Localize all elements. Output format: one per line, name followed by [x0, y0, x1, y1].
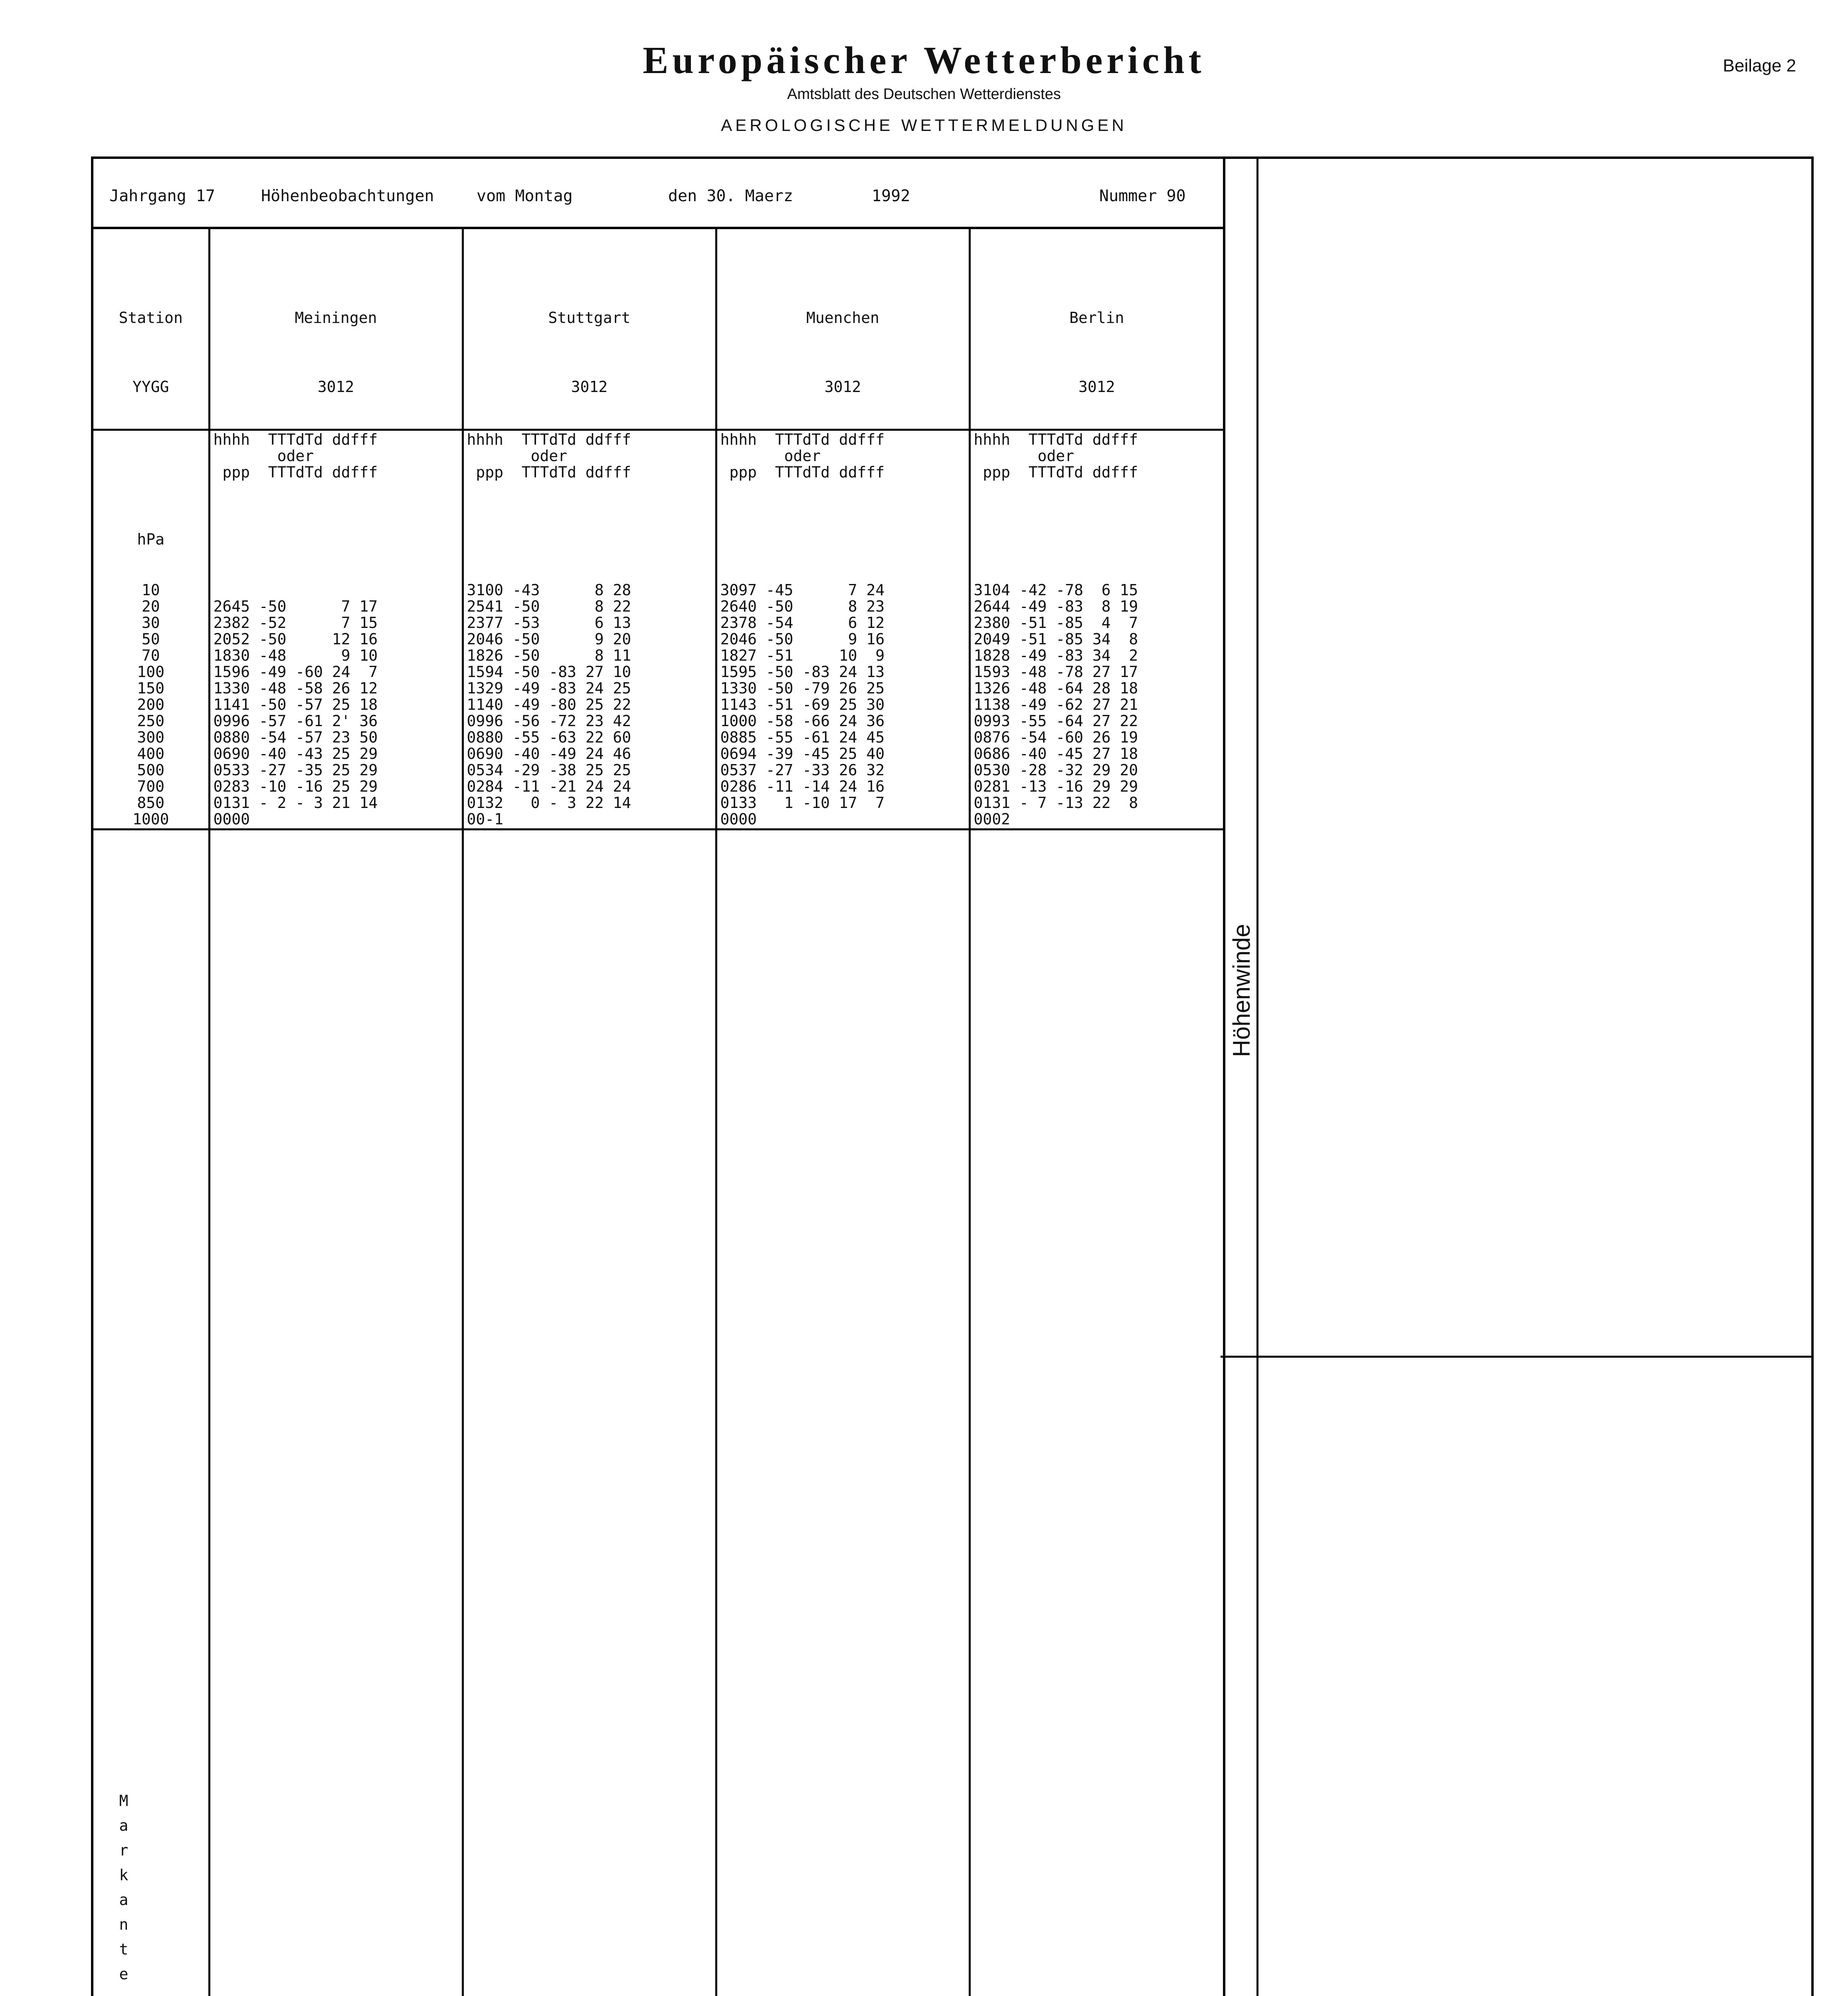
- level-row: 0690 -40 -43 25 29: [213, 745, 378, 762]
- level-row: 2049 -51 -85 34 8: [973, 630, 1138, 648]
- col-head: ppp TTTdTd ddfff: [467, 463, 631, 481]
- level-row: 0132 0 - 3 22 14: [467, 794, 631, 812]
- level-row: 0284 -11 -21 24 24: [467, 778, 631, 795]
- col-head: ppp TTTdTd ddfff: [720, 463, 885, 481]
- col-head: ppp TTTdTd ddfff: [213, 463, 378, 481]
- level-row: 0880 -55 -63 22 60: [467, 729, 631, 746]
- level-row: 0000: [720, 810, 757, 828]
- level-row: 0537 -27 -33 26 32: [720, 761, 885, 779]
- level-row: 1141 -50 -57 25 18: [213, 696, 378, 713]
- level-row: 2645 -50 7 17: [213, 598, 378, 615]
- station-row: [93, 229, 1223, 430]
- pressure-level: 70: [141, 647, 160, 664]
- station-name: Meiningen: [295, 309, 377, 327]
- issue-number: Nummer 90: [1099, 187, 1186, 205]
- markante-punkte-label: M a r k a n t e: [119, 1792, 129, 1983]
- pressure-level: 850: [137, 794, 165, 812]
- level-row: 0133 1 -10 17 7: [720, 794, 885, 812]
- level-row: 3104 -42 -78 6 15: [973, 581, 1138, 599]
- pressure-level: 250: [137, 712, 165, 730]
- station-data: [970, 581, 1223, 830]
- col-head: hhhh TTTdTd ddfff: [973, 431, 1138, 448]
- level-row: 1143 -51 -69 25 30: [720, 696, 885, 713]
- level-row: 0690 -40 -49 24 46: [467, 745, 631, 762]
- col-head: oder: [467, 447, 568, 465]
- level-row: 0283 -10 -16 25 29: [213, 778, 378, 795]
- report-header: [93, 159, 1223, 229]
- level-row: 0686 -40 -45 27 18: [973, 745, 1138, 762]
- jahrgang: Jahrgang 17: [109, 187, 215, 205]
- level-row: 3100 -43 8 28: [467, 581, 631, 599]
- station-data: [209, 581, 463, 830]
- pressure-level: 10: [141, 581, 160, 599]
- level-row: 1330 -50 -79 26 25: [720, 679, 885, 697]
- yygg-label: YYGG: [132, 378, 169, 396]
- level-row: 0002: [973, 810, 1011, 828]
- level-row: 2052 -50 12 16: [213, 630, 378, 648]
- level-row: 2380 -51 -85 4 7: [973, 614, 1138, 632]
- hoehenwinde-panel: [1221, 156, 1814, 1996]
- level-row: 1138 -49 -62 27 21: [973, 696, 1138, 713]
- supplement-label: Beilage 2: [1723, 56, 1796, 75]
- pressure-level: 30: [141, 614, 160, 632]
- level-row: 2382 -52 7 15: [213, 614, 378, 632]
- level-row: 2046 -50 9 20: [467, 630, 631, 648]
- col-head: hhhh TTTdTd ddfff: [213, 431, 378, 448]
- pressure-level: 500: [137, 761, 165, 779]
- level-row: 0993 -55 -64 27 22: [973, 712, 1138, 730]
- col-head: hhhh TTTdTd ddfff: [720, 431, 885, 448]
- col-head: oder: [213, 447, 314, 465]
- station-data: [716, 581, 970, 830]
- page-subtitle: Amtsblatt des Deutschen Wetterdienstes: [787, 86, 1061, 103]
- level-row: 0694 -39 -45 25 40: [720, 745, 885, 762]
- level-row: 1593 -48 -78 27 17: [973, 663, 1138, 681]
- station-id: 3012: [1078, 378, 1115, 396]
- level-row: 2378 -54 6 12: [720, 614, 885, 632]
- data-grid: [93, 229, 1223, 1996]
- level-row: 2644 -49 -83 8 19: [973, 598, 1138, 615]
- page-title: Europäischer Wetterbericht: [643, 39, 1205, 81]
- pressure-level: 1000: [132, 810, 169, 828]
- level-row: 0880 -54 -57 23 50: [213, 729, 378, 746]
- level-row: 1326 -48 -64 28 18: [973, 679, 1138, 697]
- pressure-level: 700: [137, 778, 165, 795]
- level-row: 0996 -57 -61 2' 36: [213, 712, 378, 730]
- level-row: 0281 -13 -16 29 29: [973, 778, 1138, 795]
- level-row: 0286 -11 -14 24 16: [720, 778, 885, 795]
- level-row: 1594 -50 -83 27 10: [467, 663, 631, 681]
- level-row: 2640 -50 8 23: [720, 598, 885, 615]
- level-row: [214, 582, 459, 598]
- pressure-level: 400: [137, 745, 165, 762]
- date: den 30. Maerz: [668, 187, 793, 205]
- pressure-level: 150: [137, 679, 165, 697]
- level-row: 0534 -29 -38 25 25: [467, 761, 631, 779]
- level-row: 1595 -50 -83 24 13: [720, 663, 885, 681]
- section-title: AEROLOGISCHE WETTERMELDUNGEN: [721, 116, 1127, 135]
- level-row: 0996 -56 -72 23 42: [467, 712, 631, 730]
- obs-type: Höhenbeobachtungen: [261, 187, 434, 205]
- station-id: 3012: [824, 378, 861, 396]
- level-row: 0131 - 7 -13 22 8: [973, 794, 1138, 812]
- significant-points-block: [93, 830, 1223, 1996]
- station-name: Muenchen: [806, 309, 880, 327]
- pressure-levels: [93, 581, 209, 830]
- level-row: 0885 -55 -61 24 45: [720, 729, 885, 746]
- pressure-level: 100: [137, 663, 165, 681]
- level-row: 1826 -50 8 11: [467, 647, 631, 664]
- station-id: 3012: [317, 378, 354, 396]
- hoehenwinde-label: Höhenwinde: [1228, 924, 1255, 1057]
- level-row: 00-1: [467, 810, 504, 828]
- pressure-level: 300: [137, 729, 165, 746]
- year: 1992: [872, 187, 910, 205]
- level-row: 0876 -54 -60 26 19: [973, 729, 1138, 746]
- column-header-row: [93, 430, 1223, 582]
- aerological-table: [91, 156, 1225, 1996]
- standard-levels-block: [93, 581, 1223, 830]
- weekday: vom Montag: [477, 187, 573, 205]
- pressure-level: 200: [137, 696, 165, 713]
- level-row: 1827 -51 10 9: [720, 647, 885, 664]
- station-label: Station: [119, 309, 183, 327]
- level-row: 1000 -58 -66 24 36: [720, 712, 885, 730]
- level-row: 1596 -49 -60 24 7: [213, 663, 378, 681]
- level-row: 2046 -50 9 16: [720, 630, 885, 648]
- level-row: 0533 -27 -35 25 29: [213, 761, 378, 779]
- level-row: 1329 -49 -83 24 25: [467, 679, 631, 697]
- level-row: 2541 -50 8 22: [467, 598, 631, 615]
- level-row: 2377 -53 6 13: [467, 614, 631, 632]
- station-data: [463, 581, 716, 830]
- pressure-level: 50: [141, 630, 160, 648]
- level-row: 0000: [213, 810, 250, 828]
- col-head: oder: [720, 447, 821, 465]
- level-row: 0530 -28 -32 29 20: [973, 761, 1138, 779]
- col-head: oder: [973, 447, 1074, 465]
- col-head: ppp TTTdTd ddfff: [973, 463, 1138, 481]
- station-id: 3012: [571, 378, 608, 396]
- col-head: hhhh TTTdTd ddfff: [467, 431, 631, 448]
- station-name: Berlin: [1069, 309, 1124, 327]
- level-row: 1828 -49 -83 34 2: [973, 647, 1138, 664]
- level-row: 0131 - 2 - 3 21 14: [213, 794, 378, 812]
- hpa-label: hPa: [137, 531, 165, 548]
- level-row: 1140 -49 -80 25 22: [467, 696, 631, 713]
- pressure-level: 20: [141, 598, 160, 615]
- station-name: Stuttgart: [548, 309, 631, 327]
- level-row: 3097 -45 7 24: [720, 581, 885, 599]
- level-row: 1330 -48 -58 26 12: [213, 679, 378, 697]
- level-row: 1830 -48 9 10: [213, 647, 378, 664]
